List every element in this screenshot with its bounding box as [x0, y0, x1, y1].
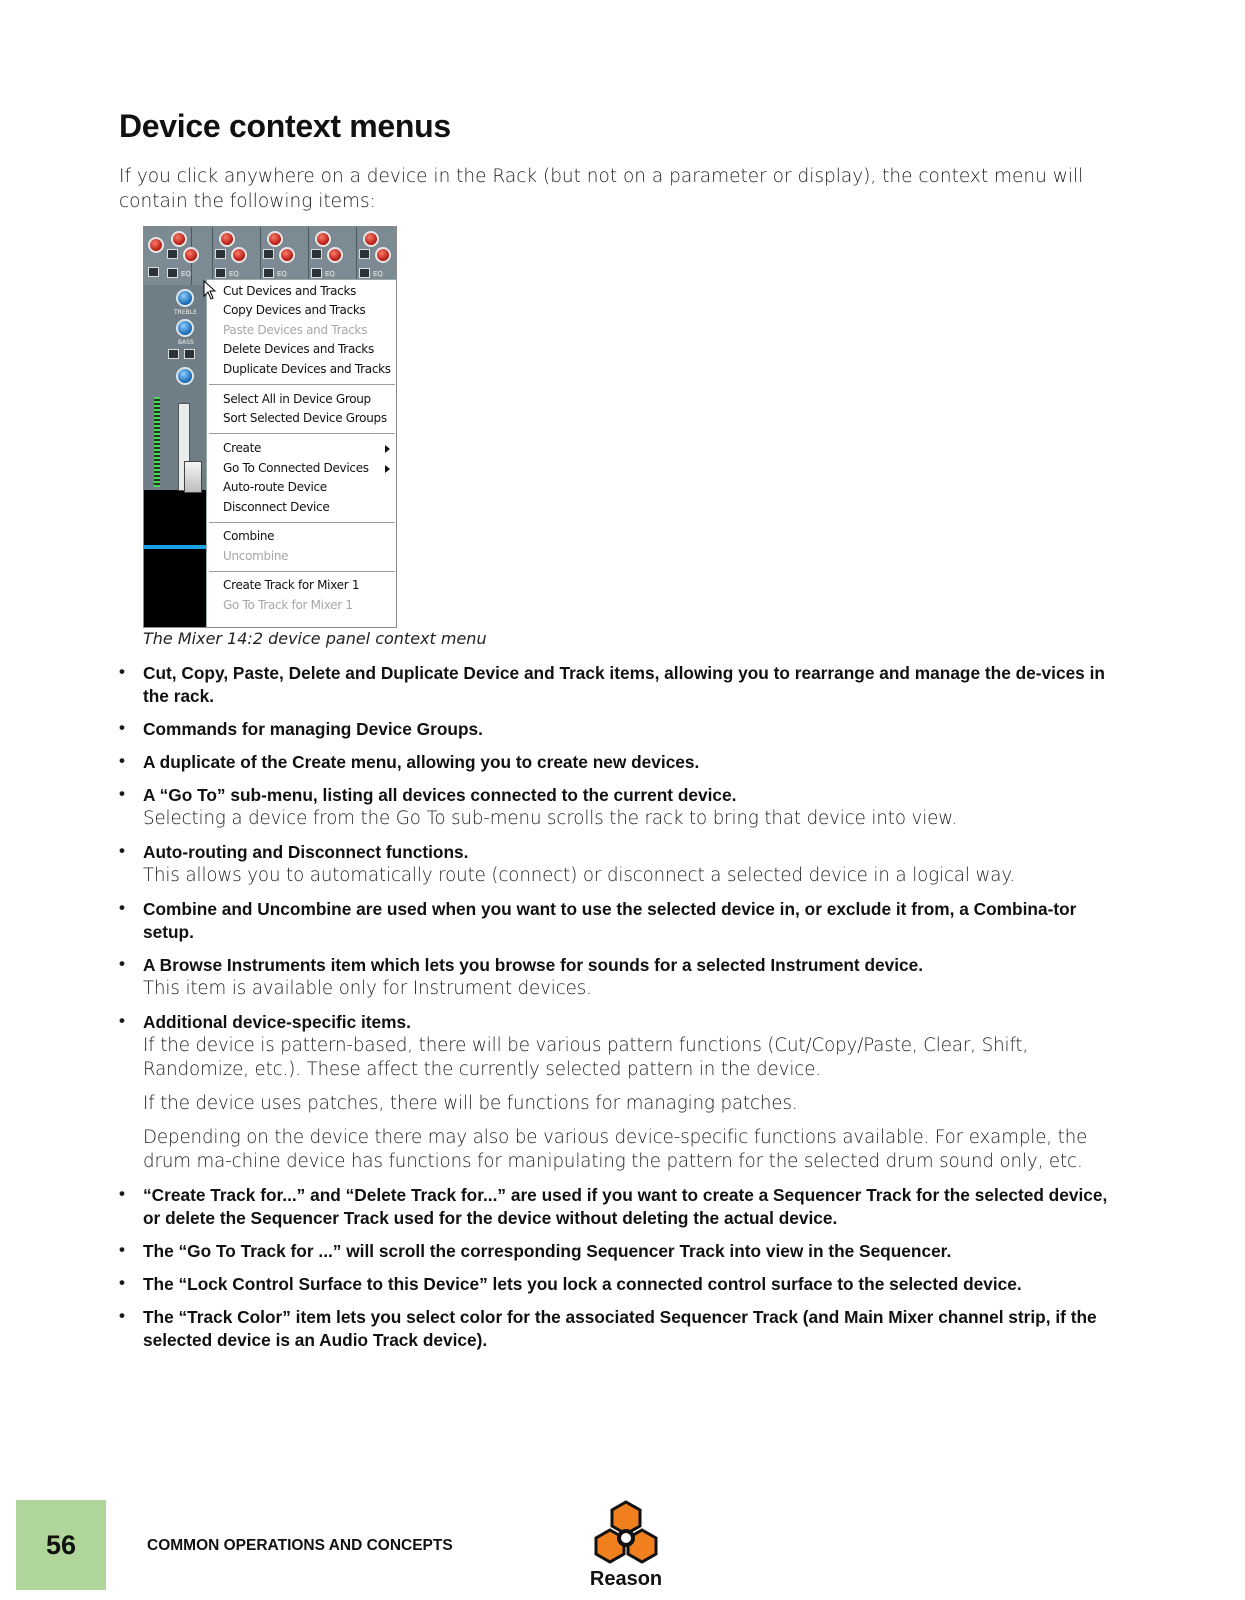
list-item-title: • Auto-routing and Disconnect functions.	[143, 842, 469, 862]
intro-paragraph: If you click anywhere on a device in the Rack (but not on a parameter or display), the context menu will contain the following items:	[119, 166, 1084, 212]
list-item-description: If the device uses patches, there will be functions for managing patches.	[143, 1093, 798, 1114]
knob-icon	[375, 247, 391, 263]
list-item	[119, 1306, 1129, 1352]
solo-switch-icon	[184, 349, 195, 359]
list-item-title: • The “Go To Track for ...” will scroll the corresponding Sequencer Track into view in the Sequencer.	[143, 1241, 952, 1261]
eq-switch-icon	[359, 268, 370, 278]
menu-item-disconnect[interactable]: Disconnect Device	[223, 500, 330, 514]
list-item-title: • A Browse Instruments item which lets you browse for sounds for a selected Instrument device.	[143, 955, 924, 975]
list-item-title: • A duplicate of the Create menu, allowing you to create new devices.	[143, 752, 700, 772]
mouse-cursor-icon	[203, 280, 217, 300]
list-item-title: • Cut, Copy, Paste, Delete and Duplicate Device and Track items, allowing you to rearrange and manage the de-vices in the rack.	[143, 663, 1105, 706]
knob-icon	[363, 231, 379, 247]
eq-label: EQ	[229, 270, 239, 278]
feature-list	[119, 662, 1129, 1362]
menu-item-paste[interactable]: Paste Devices and Tracks	[223, 323, 368, 337]
menu-item-go-to-connected[interactable]: Go To Connected Devices	[223, 461, 369, 475]
eq-switch-icon	[215, 268, 226, 278]
figure-caption: The Mixer 14:2 device panel context menu	[143, 629, 487, 648]
list-item-title: • Additional device-specific items.	[143, 1012, 411, 1032]
list-item-title: • A “Go To” sub-menu, listing all devices connected to the current device.	[143, 785, 737, 805]
list-item	[119, 1240, 1129, 1263]
list-item	[119, 954, 1129, 1001]
menu-separator	[209, 433, 395, 434]
list-item-title: • Combine and Uncombine are used when you want to use the selected device in, or exclude it from, a Combina-tor setup.	[143, 899, 1077, 942]
list-item-description: This item is available only for Instrument devices.	[143, 978, 592, 999]
list-item-description: Selecting a device from the Go To sub-menu scrolls the rack to bring that device into view.	[143, 808, 958, 829]
switch-icon	[167, 249, 178, 259]
page-number-box	[16, 1500, 106, 1590]
list-item-title: • The “Track Color” item lets you select color for the associated Sequencer Track (and Main Mixer channel strip, if the selected device is an Audio Track device).	[143, 1307, 1097, 1350]
menu-item-go-to-track[interactable]: Go To Track for Mixer 1	[223, 598, 353, 612]
list-item-title: • The “Lock Control Surface to this Device” lets you lock a connected control surface to the selected device.	[143, 1274, 1022, 1294]
list-item	[119, 841, 1129, 888]
menu-separator	[209, 522, 395, 523]
list-item	[119, 1011, 1129, 1174]
selection-line	[144, 545, 208, 549]
pan-knob-icon	[176, 367, 194, 385]
mixer-channel	[261, 227, 309, 285]
submenu-arrow-icon	[385, 445, 390, 453]
mixer-channel-strip-top	[144, 227, 397, 285]
bass-label: BASS	[178, 339, 194, 346]
menu-separator	[209, 384, 395, 385]
list-item-title: • “Create Track for...” and “Delete Track for...” are used if you want to create a Sequencer Track for the selected device, or delete the Sequencer Track used for the device without deleting the actual device.	[143, 1185, 1108, 1228]
knob-icon	[327, 247, 343, 263]
eq-label: EQ	[325, 270, 335, 278]
fader-handle-icon	[184, 461, 202, 493]
knob-icon	[315, 231, 331, 247]
knob-icon	[183, 247, 199, 263]
switch-icon	[215, 249, 226, 259]
mixer-channel	[165, 227, 213, 285]
context-menu-screenshot	[143, 226, 397, 628]
eq-switch-icon	[148, 267, 159, 277]
list-item	[119, 662, 1129, 708]
eq-switch-icon	[311, 268, 322, 278]
menu-item-cut[interactable]: Cut Devices and Tracks	[223, 284, 357, 298]
level-meter-icon	[154, 397, 160, 487]
eq-switch-icon	[263, 268, 274, 278]
reason-logo-icon	[588, 1500, 664, 1570]
list-item	[119, 1273, 1129, 1296]
mixer-channel	[357, 227, 397, 285]
menu-item-auto-route[interactable]: Auto-route Device	[223, 480, 327, 494]
switch-icon	[263, 249, 274, 259]
eq-switch-icon	[167, 268, 178, 278]
menu-item-select-all-group[interactable]: Select All in Device Group	[223, 392, 371, 406]
list-item	[119, 718, 1129, 741]
list-item	[119, 898, 1129, 944]
menu-item-sort-groups[interactable]: Sort Selected Device Groups	[223, 411, 387, 425]
menu-separator	[209, 571, 395, 572]
knob-icon	[279, 247, 295, 263]
knob-icon	[231, 247, 247, 263]
switch-icon	[359, 249, 370, 259]
device-context-menu	[206, 279, 397, 628]
eq-label: EQ	[277, 270, 287, 278]
page-heading: Device context menus	[119, 108, 451, 144]
treble-knob-icon	[176, 289, 194, 307]
mixer-channel	[213, 227, 261, 285]
knob-icon	[219, 231, 235, 247]
list-item	[119, 784, 1129, 831]
list-item	[119, 751, 1129, 774]
switch-icon	[311, 249, 322, 259]
submenu-arrow-icon	[385, 465, 390, 473]
mute-switch-icon	[168, 349, 179, 359]
knob-icon	[148, 237, 164, 253]
list-item-description: This allows you to automatically route (connect) or disconnect a selected device in a logical way.	[143, 865, 1016, 886]
list-item	[119, 1184, 1129, 1230]
list-item-description: Depending on the device there may also be various device-specific functions available. For example, the drum ma-chine device has functions for manipulating the pattern for the selected drum sound only, etc.	[143, 1127, 1088, 1172]
reason-logo-text: Reason	[589, 1568, 663, 1590]
menu-item-duplicate[interactable]: Duplicate Devices and Tracks	[223, 362, 391, 376]
menu-item-delete[interactable]: Delete Devices and Tracks	[223, 342, 374, 356]
eq-label: EQ	[181, 270, 191, 278]
list-item-title: • Commands for managing Device Groups.	[143, 719, 483, 739]
bass-knob-icon	[176, 319, 194, 337]
menu-item-copy[interactable]: Copy Devices and Tracks	[223, 303, 366, 317]
mixer-channel	[309, 227, 357, 285]
list-item-description: If the device is pattern-based, there will be various pattern functions (Cut/Copy/Paste, Clear, Shift, Randomize, etc.). These affect the currently selected pattern in the device.	[143, 1035, 1029, 1080]
treble-label: TREBLE	[174, 309, 197, 316]
eq-label: EQ	[373, 270, 383, 278]
section-title: COMMON OPERATIONS AND CONCEPTS	[147, 1537, 453, 1554]
mixer-channel-strip-body	[144, 285, 208, 490]
menu-item-create-track[interactable]: Create Track for Mixer 1	[223, 578, 360, 592]
knob-icon	[171, 231, 187, 247]
menu-item-create[interactable]: Create	[223, 441, 262, 455]
knob-icon	[267, 231, 283, 247]
menu-item-combine[interactable]: Combine	[223, 529, 275, 543]
menu-item-uncombine[interactable]: Uncombine	[223, 549, 289, 563]
page-number: 56	[45, 1529, 77, 1560]
